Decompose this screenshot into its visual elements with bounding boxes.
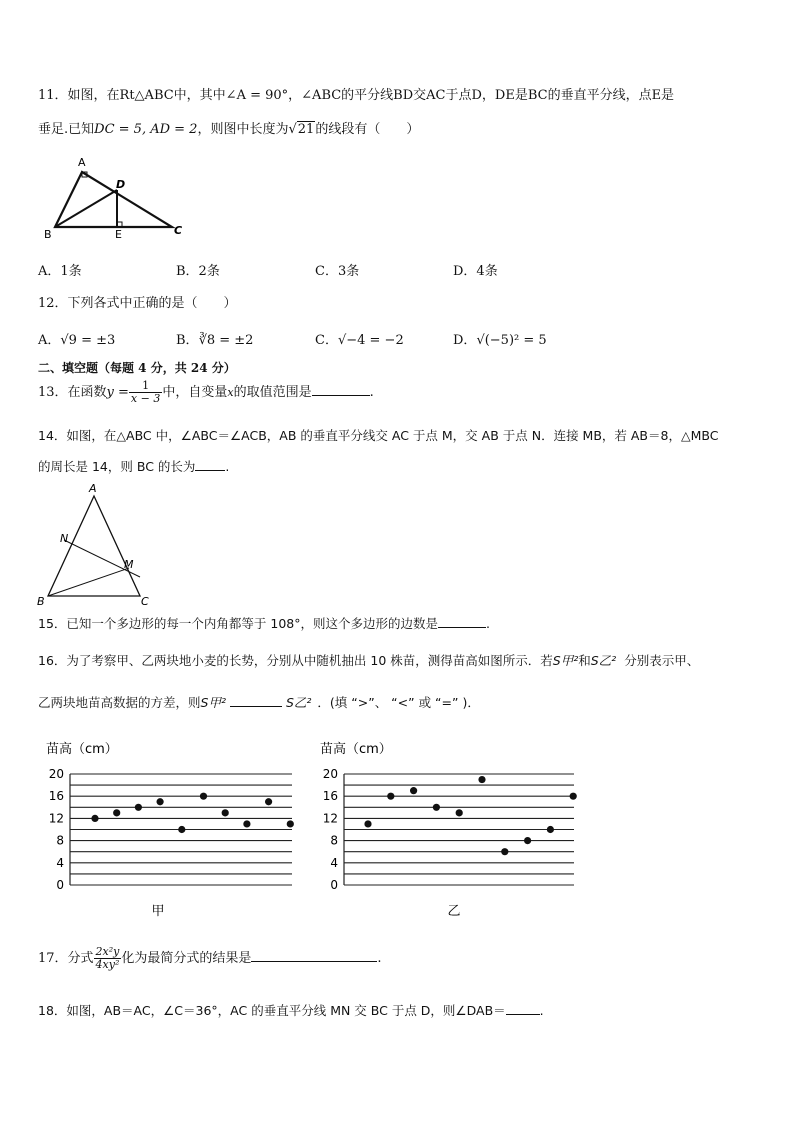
q11-label-e: E (115, 228, 122, 241)
data-point (524, 837, 531, 844)
q13-answer-blank[interactable] (312, 383, 370, 396)
q11-label-c: C (174, 224, 183, 237)
data-point (501, 848, 508, 855)
q14-line2 (38, 457, 229, 475)
q18-text: 18．如图，AB＝AC，∠C＝36°，AC 的垂直平分线 MN 交 BC 于点 D，则∠DAB＝ (38, 1003, 506, 1018)
q13-end: . (369, 385, 374, 400)
q18-end: . (539, 1003, 544, 1018)
data-point (387, 793, 394, 800)
data-point (243, 820, 250, 827)
y-tick-label: 8 (56, 833, 64, 848)
q17-numerator: 2x²y (95, 945, 120, 958)
q11-line2-b: ，则图中长度为 (197, 122, 289, 137)
y-tick-label: 4 (56, 855, 64, 870)
q14-triangle-figure (34, 480, 164, 608)
q11-label-b: B (44, 228, 52, 241)
data-point (200, 793, 207, 800)
data-point (222, 809, 229, 816)
q12-option-d-prefix: D． (453, 333, 477, 348)
q11-line2-c: 的线段有（ ） (315, 122, 420, 137)
q11-root-value: 21 (297, 122, 315, 137)
q12-option-c (315, 329, 404, 348)
chart-xlabel: 甲 (151, 904, 165, 919)
q16-line1-text: 16．为了考察甲、乙两块地小麦的长势，分别从中随机抽出 10 株苗，测得苗高如图所示．若 (38, 653, 553, 668)
q18-line (38, 1001, 544, 1019)
q16-line2-variance-jia: S甲² (200, 695, 226, 710)
chart-title: 苗高（cm） (46, 742, 118, 757)
q12-option-b-prefix: B． (176, 333, 199, 348)
q16-variance-yi: S乙² (590, 653, 617, 668)
data-point (410, 787, 417, 794)
q15-text: 15．已知一个多边形的每一个内角都等于 108°，则这个多边形的边数是 (38, 616, 438, 631)
data-point (178, 826, 185, 833)
q17-answer-blank[interactable] (251, 949, 377, 962)
q12-option-d (453, 329, 547, 348)
q12-option-b-expression: ∛8 = ±2 (198, 333, 254, 348)
q12-stem: 12．下列各式中正确的是（ ） (38, 296, 237, 311)
q14-label-a: A (89, 482, 97, 495)
data-point (91, 815, 98, 822)
chart-xlabel: 乙 (447, 904, 461, 919)
data-point (265, 798, 272, 805)
data-point (433, 804, 440, 811)
q12-option-d-expression: √(−5)² = 5 (476, 333, 547, 348)
q16-line2-text: 乙两块地苗高数据的方差，则 (38, 695, 201, 710)
q14-answer-blank[interactable] (195, 458, 225, 471)
q12-option-c-prefix: C． (315, 333, 338, 348)
q12-option-a-prefix: A． (38, 333, 61, 348)
data-point (364, 820, 371, 827)
chart-jia (40, 735, 302, 925)
q13-suffix: 的取值范围是 (233, 385, 312, 400)
y-tick-label: 4 (330, 855, 338, 870)
q11-line2 (38, 118, 419, 137)
q11-given-lengths: DC = 5, AD = 2 (94, 122, 198, 137)
q11-option-b: B．2条 (176, 264, 220, 279)
y-tick-label: 16 (322, 789, 338, 804)
q14-label-m: M (124, 558, 134, 571)
q11-option-a: A．1条 (38, 264, 82, 279)
q16-and: 和 (578, 653, 591, 668)
q16-variance-jia: S甲² (552, 653, 579, 668)
q11-option-c: C．3条 (315, 264, 360, 279)
q11-option-d: D．4条 (453, 264, 498, 279)
q13-denominator: x − 3 (130, 392, 161, 405)
q15-end: . (486, 616, 490, 631)
q13-fraction (129, 380, 162, 405)
section-heading: 二、填空题（每题 4 分，共 24 分） (38, 361, 236, 375)
q14-label-n: N (60, 532, 69, 545)
q11-root-sign: √ (288, 122, 297, 137)
q11-label-a: A (78, 156, 86, 169)
q14-label-b: B (37, 595, 45, 608)
y-tick-label: 0 (56, 878, 64, 892)
q14-line2-text: 的周长是 14，则 BC 的长为 (38, 459, 196, 474)
y-tick-label: 16 (48, 789, 64, 804)
q13-middle: 中，自变量 (162, 385, 228, 400)
q16-line1-end: 分别表示甲、 (624, 653, 700, 668)
q13-prefix: 13．在函数 (38, 385, 107, 400)
data-point (287, 820, 294, 827)
q17-prefix: 17．分式 (38, 951, 94, 966)
chart-title: 苗高（cm） (320, 742, 392, 757)
q14-line1: 14．如图，在△ABC 中，∠ABC＝∠ACB，AB 的垂直平分线交 AC 于点 M，交 AB 于点 N．连接 MB，若 AB＝8，△MBC (38, 428, 719, 443)
q14-label-c: C (141, 595, 149, 608)
q17-fraction (94, 946, 122, 971)
q11-triangle-figure (40, 152, 190, 242)
y-tick-label: 12 (48, 811, 64, 826)
q12-option-a (38, 329, 115, 348)
q17-line (38, 946, 382, 971)
q12-option-a-expression: √9 = ±3 (60, 333, 116, 348)
q18-answer-blank[interactable] (506, 1002, 540, 1015)
q11-label-d: D (116, 178, 126, 191)
q15-answer-blank[interactable] (438, 615, 486, 628)
q13-line (38, 380, 374, 405)
q12-option-b (176, 329, 253, 348)
data-point (113, 809, 120, 816)
q15-line (38, 614, 490, 632)
q16-line2-variance-yi: S乙² (285, 695, 312, 710)
data-point (135, 804, 142, 811)
q12-option-c-expression: √−4 = −2 (337, 333, 404, 348)
data-point (478, 776, 485, 783)
data-point (570, 793, 577, 800)
y-tick-label: 20 (322, 767, 338, 781)
q13-numerator: 1 (129, 380, 162, 393)
data-point (547, 826, 554, 833)
q17-end: . (377, 951, 382, 966)
q17-middle: 化为最简分式的结果是 (121, 951, 252, 966)
q13-x: x (227, 386, 234, 399)
q17-denominator: 4xy² (95, 958, 120, 971)
chart-yi (312, 735, 582, 925)
q16-line2-end: ．(填 “>”、 “<” 或 “=” )． (317, 695, 480, 710)
q11-line1: 11．如图，在Rt△ABC中，其中∠A = 90°，∠ABC的平分线BD交AC于点D，DE是BC的垂直平分线，点E是 (38, 88, 675, 103)
y-tick-label: 0 (330, 878, 338, 892)
y-tick-label: 20 (48, 767, 64, 781)
q16-line1 (38, 651, 699, 669)
y-tick-label: 8 (330, 833, 338, 848)
q16-answer-blank[interactable] (230, 694, 282, 707)
q14-end: . (225, 459, 230, 474)
q13-y: y = (106, 385, 129, 400)
q11-line2-a: 垂足.已知 (38, 122, 95, 137)
data-point (456, 809, 463, 816)
q16-line2 (38, 693, 480, 711)
data-point (157, 798, 164, 805)
y-tick-label: 12 (322, 811, 338, 826)
